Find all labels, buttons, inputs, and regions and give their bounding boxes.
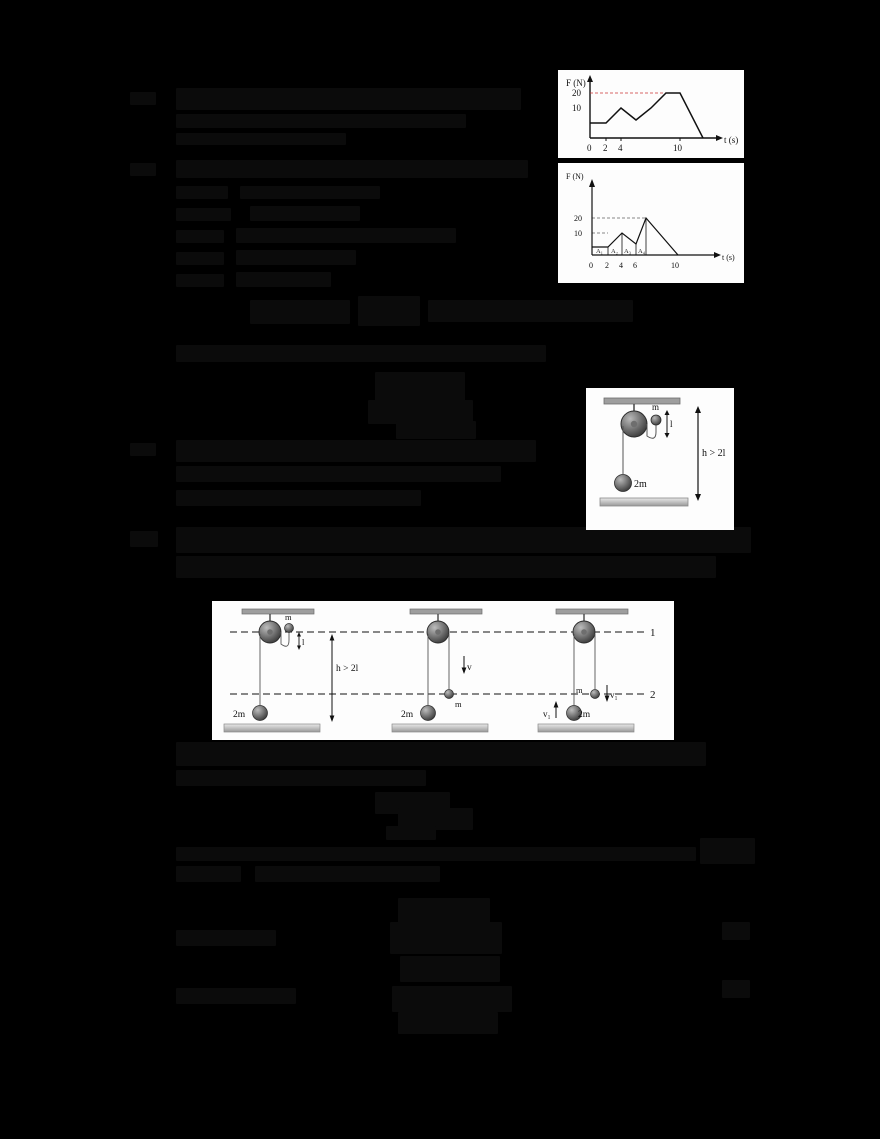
graph1-xtick-4: 4 (618, 143, 623, 153)
redacted-text (130, 531, 158, 547)
label-line-1: 1 (650, 627, 656, 639)
redacted-text (176, 930, 276, 946)
redacted-text (236, 250, 356, 265)
graph2-xtick-4: 4 (619, 261, 623, 270)
stage2-label-2m: 2m (401, 710, 414, 720)
stage3-label-v1-down: v₁ (610, 690, 618, 700)
graph2-area-label-2: A₂ (611, 248, 618, 255)
redacted-text (176, 770, 426, 786)
stage1-label-h: h > 2l (336, 664, 359, 674)
redacted-formula (392, 986, 512, 1012)
graph1-ytick-20: 20 (572, 88, 581, 98)
stage1-label-2m: 2m (233, 710, 246, 720)
stage1-label-m: m (285, 612, 292, 622)
redacted-text (228, 160, 528, 178)
redacted-formula (375, 372, 465, 402)
redacted-text (176, 114, 466, 128)
graph2-ytick-20: 20 (574, 214, 582, 223)
stage3-label-2m: 2m (578, 710, 591, 720)
graph2-xtick-6: 6 (633, 261, 637, 270)
stage3-label-v1-up: v₁ (543, 709, 551, 719)
ceiling-support (604, 398, 680, 404)
redacted-text (176, 230, 224, 243)
redacted-text (130, 163, 156, 176)
redacted-text (236, 228, 456, 243)
redacted-text (176, 160, 236, 178)
redacted-text (176, 988, 296, 1004)
redacted-formula (400, 956, 500, 982)
stage1-label-l: l (302, 637, 305, 647)
graph2-y-axis-label: F (N) (566, 172, 584, 181)
graph1-xtick-2: 2 (603, 143, 608, 153)
redacted-text (176, 466, 501, 482)
stage2-label-m: m (455, 699, 462, 709)
graph2-x-axis-label: t (s) (722, 253, 735, 262)
stage3-label-m: m (576, 685, 583, 695)
redacted-text (176, 866, 241, 882)
stage3-mass-m (591, 690, 600, 699)
pulley-diagram-single (586, 388, 734, 530)
force-time-graph-top (558, 70, 744, 158)
stage2-label-v: v (467, 663, 472, 673)
redacted-formula (396, 421, 476, 439)
redacted-formula (250, 300, 350, 324)
graph1-ytick-10: 10 (572, 103, 581, 113)
redacted-formula (358, 296, 420, 326)
redacted-text (176, 133, 346, 145)
redacted-text (176, 186, 228, 199)
redacted-text (176, 556, 716, 578)
label-l: l (670, 419, 673, 429)
redacted-text (236, 272, 331, 287)
redacted-formula (390, 922, 502, 954)
redacted-text (130, 443, 156, 456)
label-line-2: 2 (650, 689, 656, 701)
label-m: m (652, 402, 660, 412)
force-time-graph-areas (558, 163, 744, 283)
redacted-text (176, 527, 751, 553)
redacted-text (255, 866, 440, 882)
redacted-formula (428, 300, 633, 322)
graph2-ytick-10: 10 (574, 229, 582, 238)
graph1-y-axis-label: F (N) (566, 78, 586, 88)
label-2m: 2m (634, 479, 647, 490)
redacted-text (176, 208, 231, 221)
graph2-area-label-3: A₃ (624, 248, 631, 255)
pulley-diagram-three-stage (212, 601, 674, 740)
redacted-text (176, 490, 421, 506)
mass-2m (615, 475, 632, 492)
redacted-text (176, 847, 696, 861)
redacted-text (176, 274, 224, 287)
redacted-text (240, 186, 380, 199)
stage2-mass-2m (421, 706, 436, 721)
redacted-text (176, 742, 706, 766)
redacted-text (722, 980, 750, 998)
redacted-text (176, 88, 521, 110)
graph2-xtick-2: 2 (605, 261, 609, 270)
label-h-gt-2l: h > 2l (702, 448, 726, 459)
redacted-formula (386, 826, 436, 840)
redacted-text (700, 838, 755, 864)
redacted-text (722, 922, 750, 940)
graph2-area-label-4: A₄ (638, 248, 645, 255)
floor (600, 498, 688, 506)
graph1-xtick-10: 10 (673, 143, 682, 153)
redacted-text (176, 440, 536, 462)
graph2-xtick-10: 10 (671, 261, 679, 270)
redacted-text (176, 252, 224, 265)
stage1-mass-m (285, 624, 294, 633)
graph2-area-label-1: A₁ (596, 248, 603, 255)
stage2-mass-m (445, 690, 454, 699)
redacted-text (250, 206, 360, 221)
stage1-mass-2m (253, 706, 268, 721)
redacted-formula (398, 1012, 498, 1034)
graph2-xtick-0: 0 (589, 261, 593, 270)
graph1-xtick-0: 0 (587, 143, 592, 153)
redacted-text (176, 345, 546, 362)
graph1-x-axis-label: t (s) (724, 135, 739, 145)
redacted-text (130, 92, 156, 105)
mass-m (651, 415, 661, 425)
